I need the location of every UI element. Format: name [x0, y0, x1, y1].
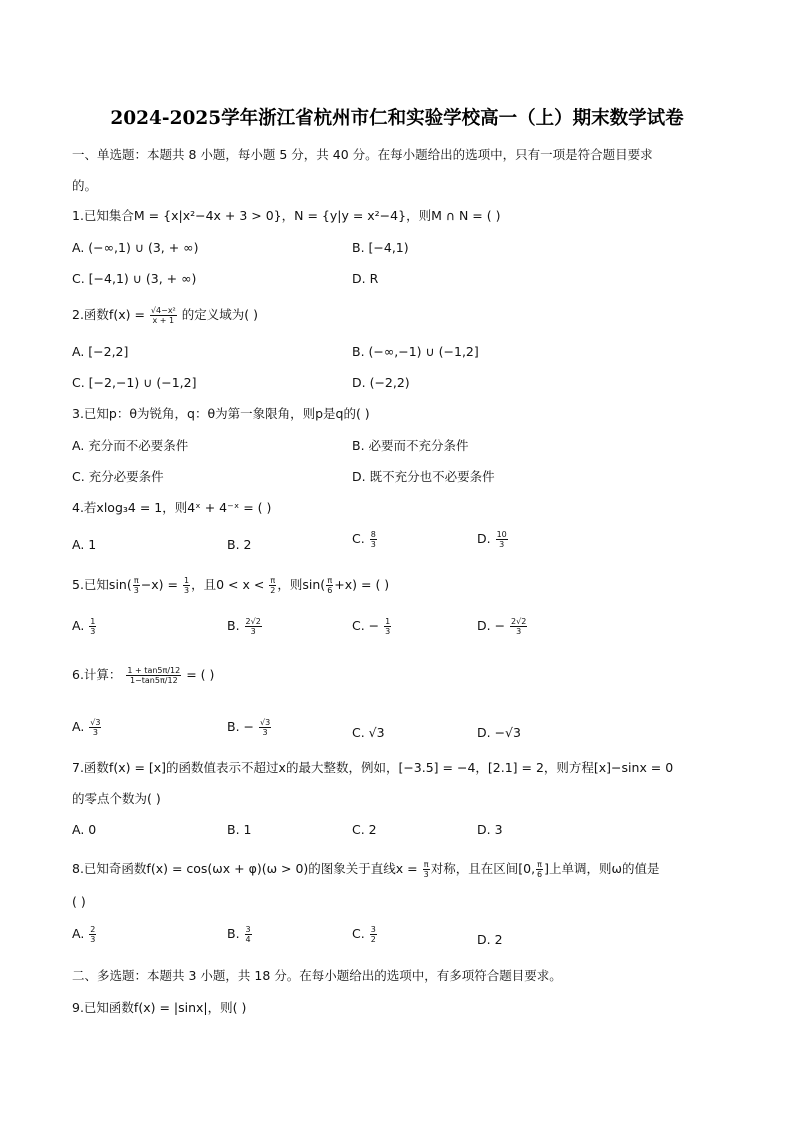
q2-option-b: B. (−∞,−1) ∪ (−1,2] [352, 344, 479, 359]
q5-v-den: 3 [184, 586, 190, 595]
q6-b-den: 3 [262, 728, 268, 737]
q1-option-c: C. [−4,1) ∪ (3, + ∞) [72, 271, 197, 286]
q4-c-label: C. [352, 531, 365, 546]
q5-pi6-num: π [327, 576, 333, 585]
q7-stem-line2: 的零点个数为( ) [72, 791, 161, 806]
q5-pi3-den: 3 [133, 586, 139, 595]
q8-b-label: B. [227, 926, 240, 941]
q5-b-num: 2√2 [245, 617, 261, 626]
q2-frac-den: x + 1 [152, 316, 175, 325]
q9-stem: 9.已知函数f(x) = |sinx|，则( ) [72, 1000, 247, 1015]
q1-option-b: B. [−4,1) [352, 240, 409, 255]
q3-option-d: D. 既不充分也不必要条件 [352, 469, 495, 484]
q5-d-den: 3 [516, 627, 522, 636]
q2-stem-pre: 2.函数f(x) = [72, 307, 145, 322]
q5-frac-pi3 [133, 576, 140, 595]
q5-d-fraction [510, 617, 527, 636]
q5-option-b [227, 617, 263, 636]
q6-stem-post: = ( ) [186, 667, 215, 682]
q8-stem-line1 [72, 860, 660, 879]
q5-a-den: 3 [90, 627, 96, 636]
q5-stem-a: 5.已知sin( [72, 577, 132, 592]
q6-fraction [126, 666, 181, 685]
q8-stem-line2: ( ) [72, 894, 86, 909]
q2-option-a: A. [−2,2] [72, 344, 129, 359]
q5-option-d [477, 617, 528, 636]
q5-c-fraction [384, 617, 391, 636]
q5-stem-e: +x) = ( ) [334, 577, 390, 592]
q4-option-d [477, 530, 509, 549]
q7-option-c: C. 2 [352, 822, 377, 837]
q5-pi2-den: 2 [270, 586, 276, 595]
q5-option-a [72, 617, 97, 636]
q6-option-c: C. √3 [352, 725, 385, 740]
q8-frac-pi3 [423, 860, 430, 879]
q6-a-num: √3 [90, 718, 101, 727]
q6-b-label: B. − [227, 719, 254, 734]
q6-a-label: A. [72, 719, 85, 734]
q8-stem-a: 8.已知奇函数f(x) = cos(ωx + φ)(ω > 0)的图象关于直线x = [72, 861, 418, 876]
q4-d-label: D. [477, 531, 491, 546]
q3-option-c: C. 充分必要条件 [72, 469, 164, 484]
q3-option-a: A. 充分而不必要条件 [72, 438, 189, 453]
q5-b-den: 3 [250, 627, 256, 636]
q3-stem: 3.已知p：θ为锐角，q：θ为第一象限角，则p是q的( ) [72, 406, 370, 421]
q4-option-b: B. 2 [227, 537, 252, 552]
q8-pi3-den: 3 [423, 870, 429, 879]
q8-frac-pi6 [536, 860, 543, 879]
q6-option-d: D. −√3 [477, 725, 521, 740]
q4-option-c [352, 530, 378, 549]
q8-a-den: 3 [90, 935, 96, 944]
q4-d-fraction [496, 530, 508, 549]
q2-stem [72, 306, 258, 325]
q8-stem-c: ]上单调，则ω的值是 [544, 861, 660, 876]
q7-stem-line1: 7.函数f(x) = [x]的函数值表示不超过x的最大整数，例如，[−3.5] = −4，[2.1] = 2，则方程[x]−sinx = 0 [72, 760, 674, 775]
q5-frac-pi2 [269, 576, 276, 595]
q4-d-num: 10 [496, 530, 507, 539]
q5-c-label: C. − [352, 618, 380, 633]
q8-c-label: C. [352, 926, 365, 941]
q6-a-fraction [89, 718, 101, 737]
q5-v-num: 1 [184, 576, 190, 585]
q5-b-label: B. [227, 618, 240, 633]
q4-c-num: 8 [370, 530, 376, 539]
q8-option-d: D. 2 [477, 932, 503, 947]
q1-option-a: A. (−∞,1) ∪ (3, + ∞) [72, 240, 199, 255]
q5-stem [72, 576, 389, 595]
section2-header: 二、多选题：本题共 3 小题，共 18 分。在每小题给出的选项中，有多项符合题目要求。 [72, 968, 562, 983]
q5-d-label: D. − [477, 618, 506, 633]
q8-a-fraction [89, 925, 96, 944]
q8-pi6-num: π [537, 860, 542, 869]
q8-pi6-den: 6 [537, 870, 543, 879]
q8-option-a [72, 925, 97, 944]
q5-stem-d: ，则sin( [277, 577, 326, 592]
q4-c-den: 3 [370, 540, 376, 549]
q7-option-b: B. 1 [227, 822, 252, 837]
q2-stem-post: 的定义域为( ) [181, 307, 258, 322]
q1-stem: 1.已知集合M = {x|x²−4x + 3 > 0}，N = {y|y = x²−4}，则M ∩ N = ( ) [72, 208, 501, 223]
q8-c-fraction [370, 925, 377, 944]
q8-c-den: 2 [370, 935, 376, 944]
q5-pi2-num: π [270, 576, 276, 585]
q3-option-b: B. 必要而不充分条件 [352, 438, 469, 453]
q2-fraction [150, 306, 177, 325]
q2-option-c: C. [−2,−1) ∪ (−1,2] [72, 375, 197, 390]
q5-stem-b: −x) = [140, 577, 179, 592]
q4-option-a: A. 1 [72, 537, 97, 552]
q2-frac-num: √4−x² [150, 306, 176, 315]
q5-frac-pi6 [326, 576, 333, 595]
q6-b-fraction [259, 718, 271, 737]
q6-a-den: 3 [92, 728, 98, 737]
q8-pi3-num: π [423, 860, 429, 869]
exam-title: 2024-2025学年浙江省杭州市仁和实验学校高一（上）期末数学试卷 [110, 108, 684, 129]
q1-option-d: D. R [352, 271, 379, 286]
q4-c-fraction [370, 530, 377, 549]
q8-a-num: 2 [90, 925, 96, 934]
q5-a-fraction [89, 617, 96, 636]
q8-c-num: 3 [370, 925, 376, 934]
q8-option-b [227, 925, 253, 944]
q8-option-c [352, 925, 378, 944]
q8-stem-b: 对称，且在区间[0, [430, 861, 536, 876]
q5-c-num: 1 [385, 617, 391, 626]
q4-d-den: 3 [499, 540, 505, 549]
q6-option-a [72, 718, 102, 737]
q6-stem [72, 666, 214, 685]
section1-header-line2: 的。 [72, 178, 98, 193]
q5-d-num: 2√2 [511, 617, 527, 626]
q6-stem-pre: 6.计算： [72, 667, 122, 682]
q5-b-fraction [245, 617, 262, 636]
q6-option-b [227, 718, 272, 737]
q8-a-label: A. [72, 926, 85, 941]
q4-stem: 4.若xlog₃4 = 1，则4ˣ + 4⁻ˣ = ( ) [72, 500, 272, 515]
q5-pi6-den: 6 [327, 586, 333, 595]
q6-frac-num: 1 + tan5π/12 [127, 666, 181, 675]
q5-frac-value [183, 576, 190, 595]
q6-frac-den: 1−tan5π/12 [129, 676, 178, 685]
q5-pi3-num: π [133, 576, 139, 585]
section1-header-line1: 一、单选题：本题共 8 小题，每小题 5 分，共 40 分。在每小题给出的选项中，只有一项是符合题目要求 [72, 147, 653, 162]
q6-b-num: √3 [259, 718, 271, 727]
q7-option-d: D. 3 [477, 822, 503, 837]
q2-option-d: D. (−2,2) [352, 375, 410, 390]
q8-b-fraction [245, 925, 252, 944]
q5-option-c [352, 617, 392, 636]
q5-c-den: 3 [385, 627, 391, 636]
q5-a-label: A. [72, 618, 85, 633]
q8-b-num: 3 [245, 925, 251, 934]
q7-option-a: A. 0 [72, 822, 97, 837]
q5-a-num: 1 [90, 617, 96, 626]
q8-b-den: 4 [245, 935, 251, 944]
q5-stem-c: ，且0 < x < [191, 577, 265, 592]
